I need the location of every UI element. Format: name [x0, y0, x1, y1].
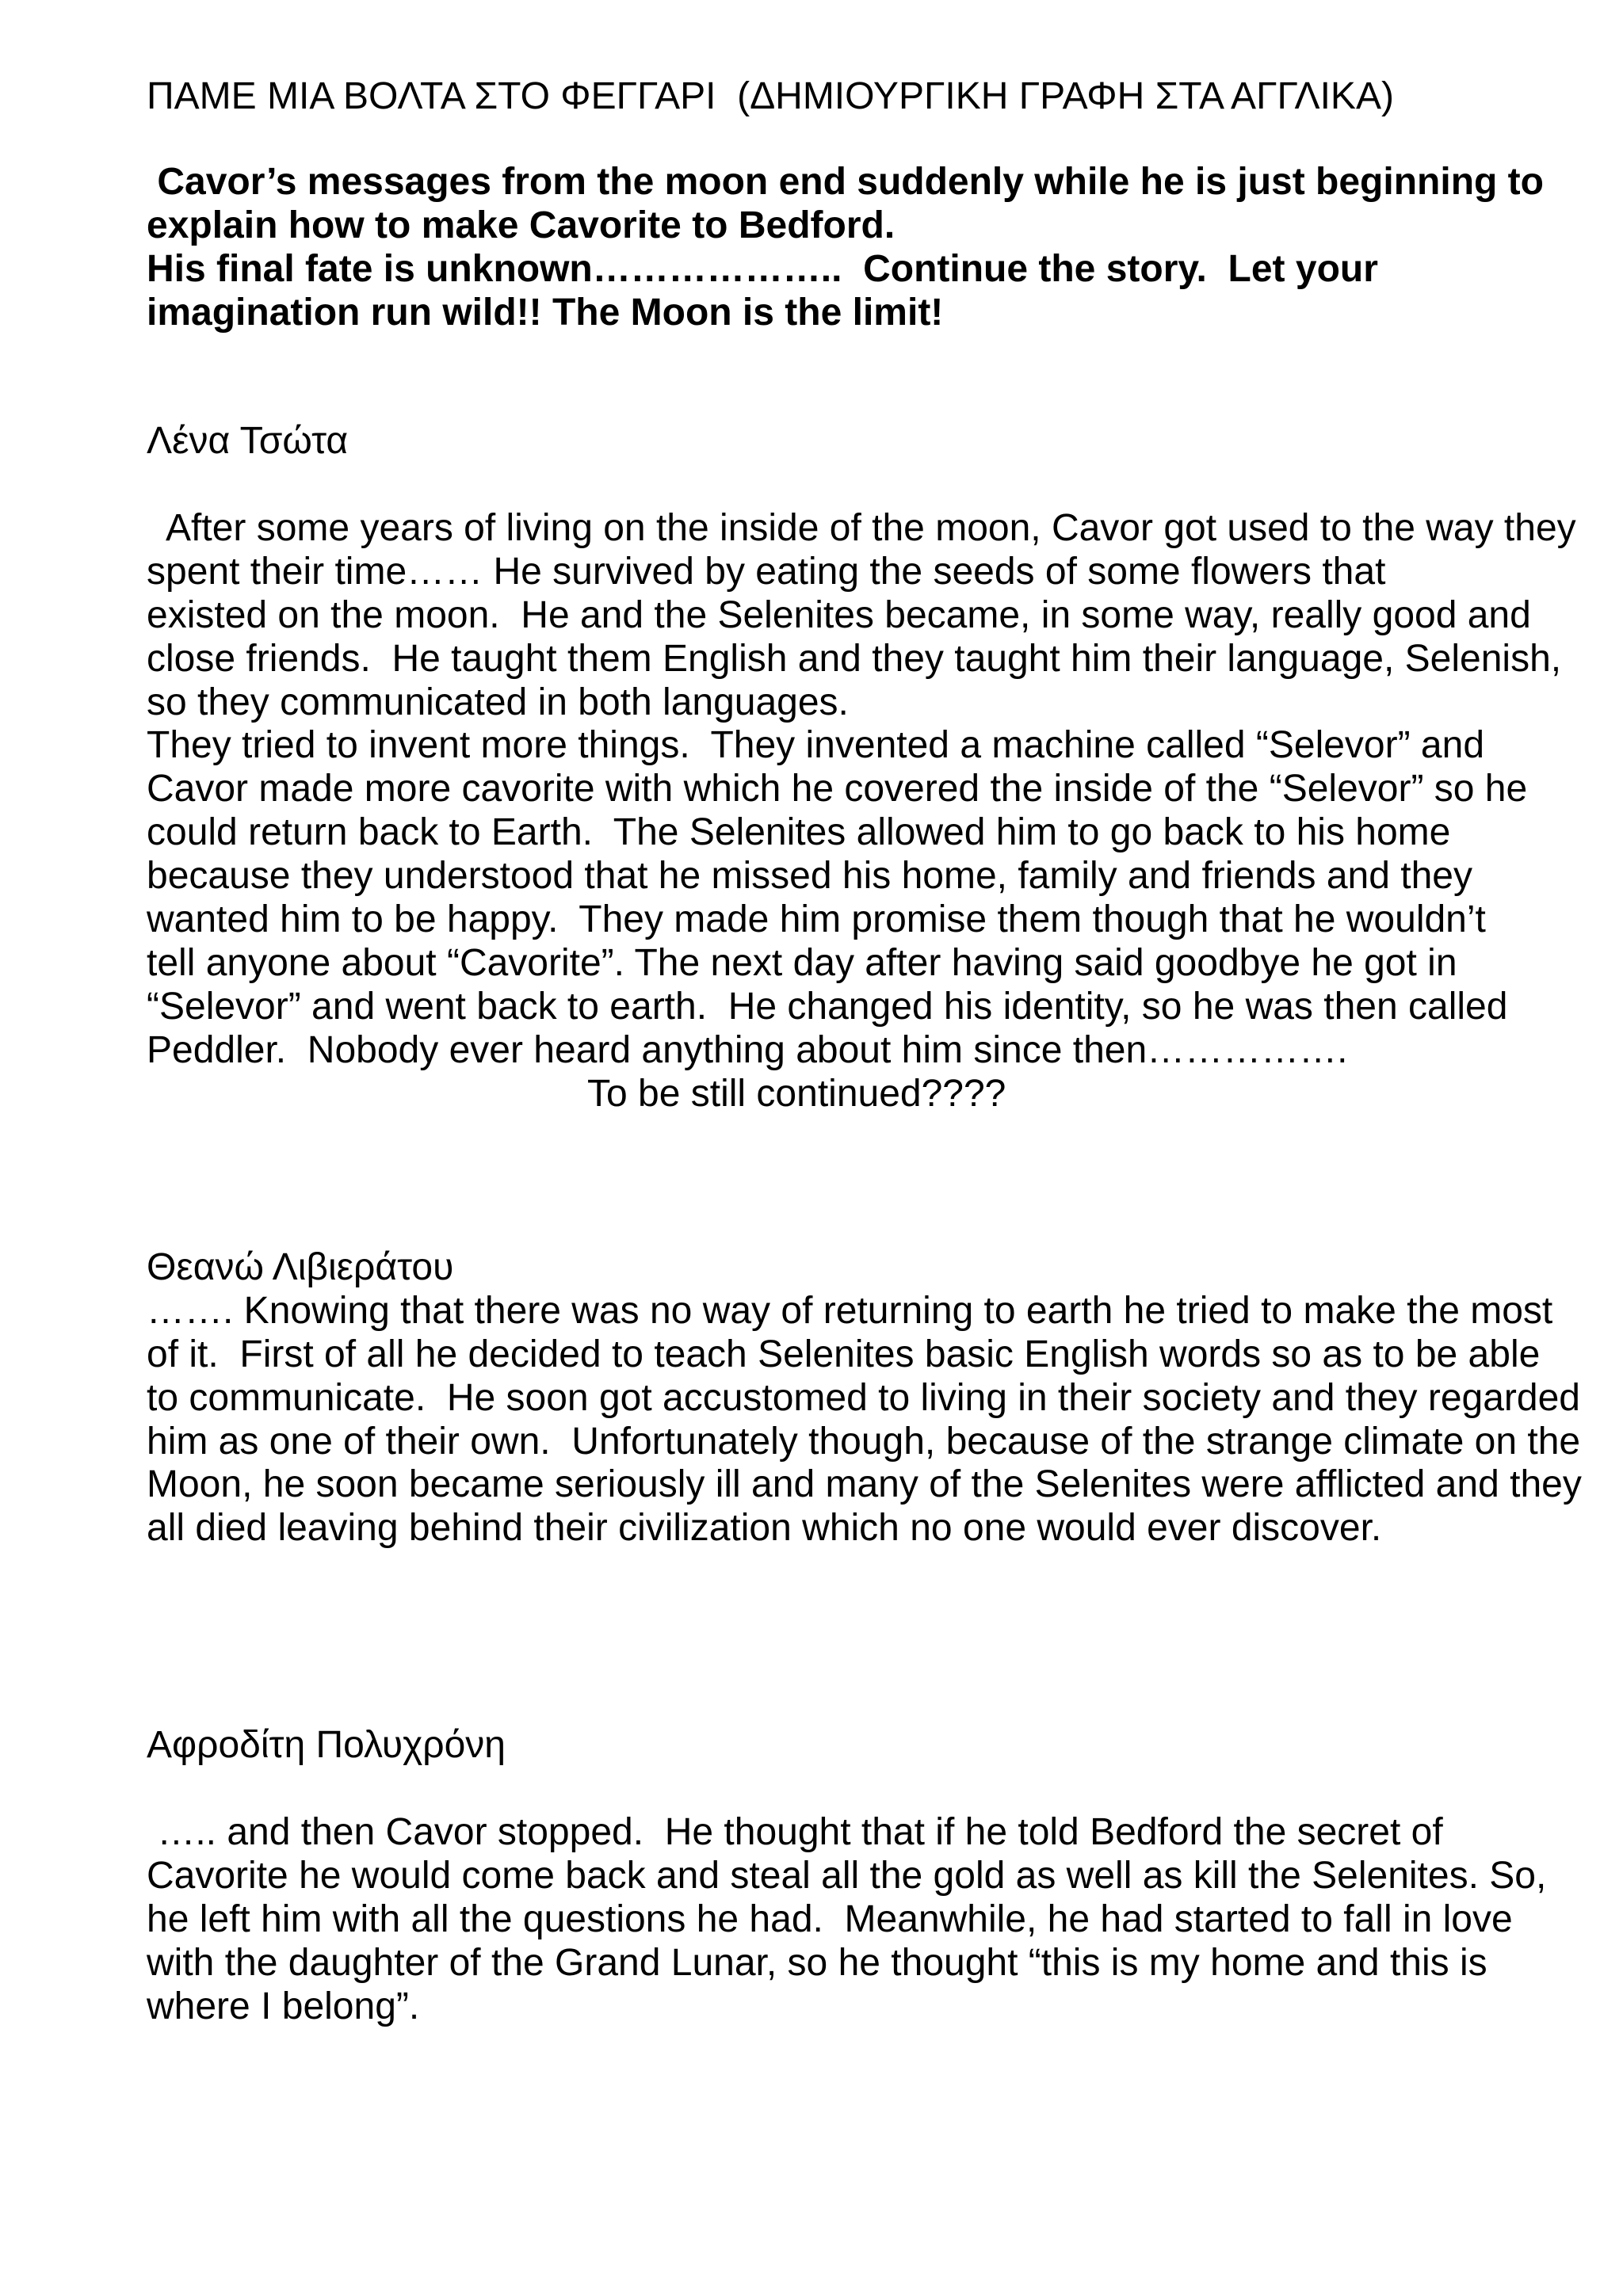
story-line: Cavor made more cavorite with which he covered the inside of the “Selevor” so he [147, 768, 1528, 810]
story-line: Cavorite he would come back and steal all the gold as well as kill the Selenites. So, [147, 1854, 1547, 1897]
story-line: wanted him to be happy. They made him promise them though that he wouldn’t [147, 898, 1486, 941]
document-title: ΠΑΜΕ ΜΙΑ ΒΟΛΤΑ ΣΤΟ ΦΕΓΓΑΡΙ (ΔΗΜΙΟΥΡΓΙΚΗ ΓΡΑΦΗ ΣΤΑ ΑΓΓΛΙΚΑ) [147, 75, 1394, 117]
title-block [147, 75, 1605, 119]
story-line: existed on the moon. He and the Selenites became, in some way, really good and [147, 593, 1531, 636]
prompt-line: imagination run wild!! The Moon is the limit! [147, 291, 944, 334]
writing-prompt [147, 161, 1605, 335]
story-line: Moon, he soon became seriously ill and many of the Selenites were afflicted and they [147, 1463, 1582, 1506]
entry-2 [147, 1246, 1605, 1550]
story-line: of it. First of all he decided to teach Selenites basic English words so as to be able [147, 1333, 1541, 1375]
story-line: because they understood that he missed his home, family and friends and they [147, 855, 1472, 898]
story-line: ……. Knowing that there was no way of returning to earth he tried to make the most [147, 1289, 1553, 1332]
author-name: Λένα Τσώτα [147, 420, 349, 462]
story-line: where I belong”. [147, 1985, 420, 2027]
story-line: to communicate. He soon got accustomed to living in their society and they regarded [147, 1376, 1580, 1419]
story-line: he left him with all the questions he had. Meanwhile, he had started to fall in love [147, 1897, 1513, 1940]
story-line: After some years of living on the inside of the moon, Cavor got used to the way they [147, 507, 1576, 549]
story-line: They tried to invent more things. They invented a machine called “Selevor” and [147, 724, 1485, 767]
story-line: could return back to Earth. The Selenites allowed him to go back to his home [147, 811, 1451, 854]
entry-3-story [147, 1811, 1605, 2028]
story-line: ….. and then Cavor stopped. He thought that if he told Bedford the secret of [147, 1811, 1443, 1853]
story-line: “Selevor” and went back to earth. He changed his identity, so he was then called [147, 985, 1508, 1028]
story-line: with the daughter of the Grand Lunar, so he thought “this is my home and this is [147, 1941, 1487, 1984]
story-closing: To be still continued???? [587, 1072, 1006, 1115]
author-name: Αφροδίτη Πολυχρόνη [147, 1724, 506, 1766]
story-line: Peddler. Nobody ever heard anything about him since then……………. [147, 1028, 1348, 1071]
entry-1-story [147, 507, 1605, 1116]
story-line: him as one of their own. Unfortunately though, because of the strange climate on the [147, 1420, 1581, 1463]
prompt-line: Cavor’s messages from the moon end suddenly while he is just beginning to [147, 161, 1544, 203]
story-line: so they communicated in both languages. [147, 681, 849, 723]
entry-1-author-block [147, 420, 1605, 463]
entry-3-author-block [147, 1724, 1605, 1768]
author-name: Θεανώ Λιβιεράτου [147, 1246, 454, 1288]
prompt-line: His final fate is unknown……………….. Continue the story. Let your [147, 247, 1378, 290]
prompt-line: explain how to make Cavorite to Bedford. [147, 204, 896, 246]
story-line: spent their time…… He survived by eating the seeds of some flowers that [147, 550, 1386, 593]
story-line: all died leaving behind their civilization which no one would ever discover. [147, 1507, 1382, 1550]
story-line: close friends. He taught them English and they taught him their language, Selenish, [147, 637, 1562, 680]
story-line: tell anyone about “Cavorite”. The next day after having said goodbye he got in [147, 941, 1457, 984]
